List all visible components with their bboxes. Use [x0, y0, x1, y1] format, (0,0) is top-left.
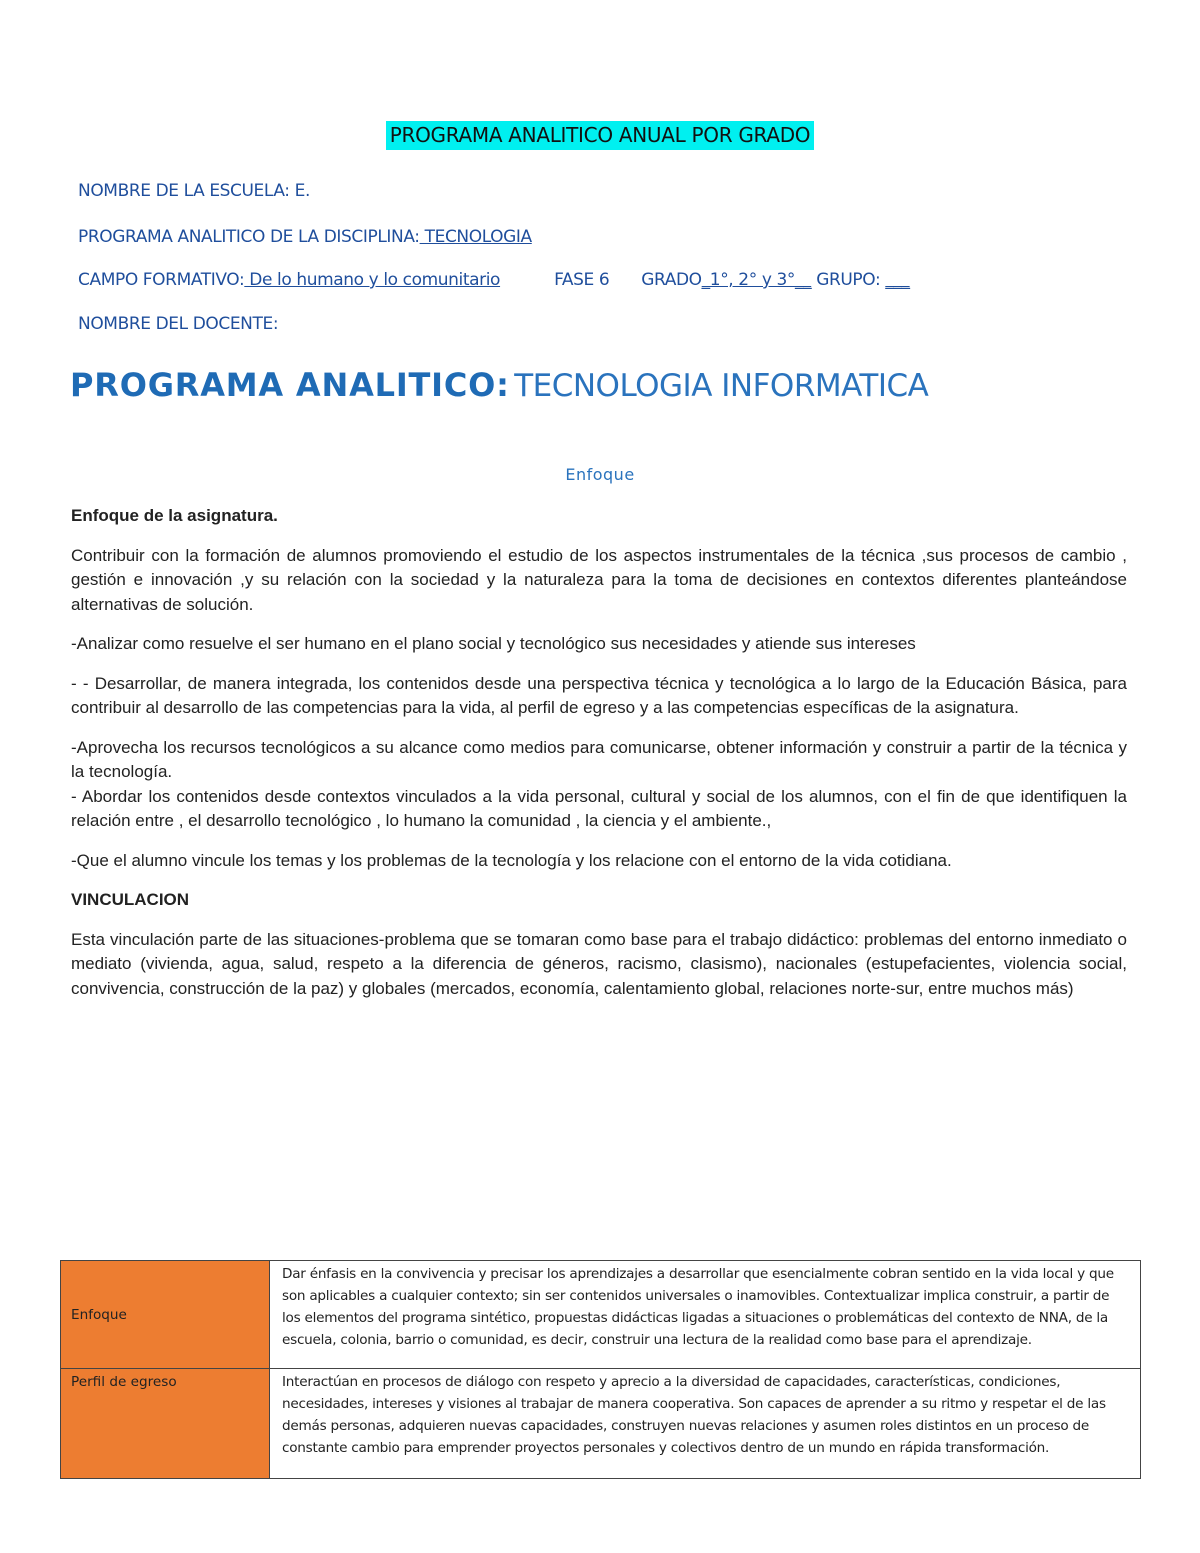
program-title-subject: TECNOLOGIA INFORMATICA	[514, 368, 929, 404]
enfoque-perfil-table	[60, 1260, 1141, 1479]
discipline-value: TECNOLOGIA	[419, 227, 532, 247]
discipline-line	[78, 227, 532, 247]
enfoque-heading: Enfoque	[565, 465, 635, 484]
paragraph-4b: - Abordar los contenidos desde contextos vinculados a la vida personal, cultural y social de los alumnos, con el fin de que identifiquen la relación entre , el desarrollo tecnológico , lo humano la comunidad , la ciencia y el ambiente.,	[71, 786, 1127, 830]
paragraph-3: - - Desarrollar, de manera integrada, los contenidos desde una perspectiva técnica y tecnológica a lo largo de la Educación Básica, para contribuir al desarrollo de las competencias para la vida, al perfil de egreso y a las competencias específicas de la asignatura.	[71, 673, 1127, 717]
main-title-wrap	[0, 121, 1200, 150]
subheading-enfoque: Enfoque de la asignatura.	[71, 506, 278, 525]
program-title-bold: PROGRAMA ANALITICO:	[70, 366, 510, 404]
docente-line	[78, 314, 278, 334]
grado-value: _1°, 2° y 3°__	[701, 270, 812, 290]
paragraph-6: Esta vinculación parte de las situaciones-problema que se tomaran como base para el trabajo didáctico: problemas del entorno inmediato o mediato (vivienda, agua, salud, respeto a la diferencia de géneros, racismo, clasismo), nacionales (estupefacientes, violencia social, convivencia, construcción de la paz) y globales (mercados, economía, calentamiento global, relaciones norte-sur, entre muchos más)	[71, 929, 1127, 998]
school-name-line	[78, 181, 310, 201]
main-title: PROGRAMA ANALITICO ANUAL POR GRADO	[386, 121, 815, 150]
table-content-perfil: Interactúan en procesos de diálogo con respeto y aprecio a la diversidad de capacidades, características, condiciones, necesidades, intereses y visiones al trabajar de manera cooperativa. Son capaces de aprender a su ritmo y respetar el de las demás personas, adquieren nuevas capacidades, construyen nuevas relaciones y asumen roles distintos en un proceso de constante cambio para emprender proyectos personales y colectivos dentro de un mundo en rápida transformación.	[270, 1369, 1141, 1479]
subheading-vinculacion: VINCULACION	[71, 890, 190, 909]
docente-label: NOMBRE DEL DOCENTE:	[78, 314, 279, 334]
table-label-enfoque: Enfoque	[61, 1261, 270, 1369]
campo-label: CAMPO FORMATIVO:	[78, 270, 245, 290]
paragraph-4a: -Aprovecha los recursos tecnológicos a su alcance como medios para comunicarse, obtener información y construir a partir de la técnica y la tecnología.	[71, 737, 1127, 781]
campo-value: De lo humano y lo comunitario	[244, 270, 501, 290]
program-title	[70, 366, 928, 404]
paragraph-1: Contribuir con la formación de alumnos promoviendo el estudio de los aspectos instrumentales de la técnica ,sus procesos de cambio , gestión e innovación ,y su relación con la sociedad y la naturaleza para la toma de decisiones en contextos diferentes planteándose alternativas de solución.	[71, 545, 1127, 614]
discipline-label: PROGRAMA ANALITICO DE LA DISCIPLINA:	[78, 227, 420, 247]
table-row	[61, 1261, 1141, 1369]
fase-label: FASE 6	[554, 270, 610, 290]
school-label: NOMBRE DE LA ESCUELA: E.	[78, 181, 310, 201]
table-label-perfil: Perfil de egreso	[61, 1369, 270, 1479]
paragraph-5: -Que el alumno vincule los temas y los problemas de la tecnología y los relacione con el entorno de la vida cotidiana.	[71, 850, 952, 870]
grupo-label: GRUPO:	[811, 270, 886, 290]
table-row	[61, 1369, 1141, 1479]
campo-line	[78, 270, 910, 290]
grupo-value: ___	[885, 270, 910, 290]
paragraph-2: -Analizar como resuelve el ser humano en el plano social y tecnológico sus necesidades y atiende sus intereses	[71, 634, 916, 653]
body-section	[71, 504, 1127, 1001]
table-content-enfoque: Dar énfasis en la convivencia y precisar los aprendizajes a desarrollar que esencialmente cobran sentido en la vida local y que son aplicables a cualquier contexto; sin ser contenidos universales o inamovibles. Contextualizar implica construir, a partir de los elementos del programa sintético, propuestas didácticas ligadas a situaciones o problemáticas del contexto de NNA, de la escuela, colonia, barrio o comunidad, es decir, construir una lectura de la realidad como base para el aprendizaje.	[270, 1261, 1141, 1369]
grado-label: GRADO	[641, 270, 702, 290]
